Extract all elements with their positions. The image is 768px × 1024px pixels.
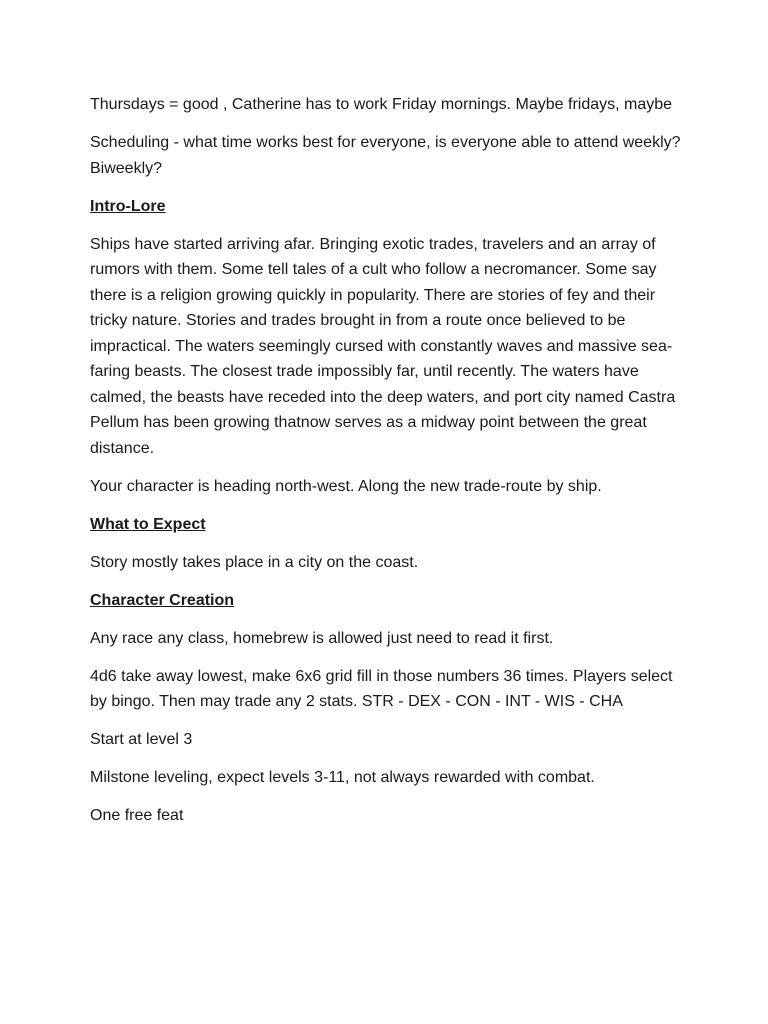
what-to-expect-paragraph: Story mostly takes place in a city on the coast. <box>90 553 419 571</box>
document-body <box>90 92 690 841</box>
section-heading-intro-lore: Intro-Lore <box>90 197 166 215</box>
leveling-rule: Milstone leveling, expect levels 3-11, not always rewarded with combat. <box>90 769 595 786</box>
intro-lore-paragraph: Ships have started arriving afar. Bringing exotic trades, travelers and an array of rumors with them. Some tell tales of a cult who follow a necromancer. Some say there is a religion growing quickly in popularity. There are stories of fey and their tricky nature. Stories and trades brought in from a route once believed to be impractical. The waters seemingly cursed with constantly waves and massive sea-faring beasts. The closest trade impossibly far, until recently. The waters have calmed, the beasts have receded into the deep waters, and port city named Castra Pellum has been growing thatnow serves as a midway point between the great distance. <box>90 235 676 457</box>
scheduling-question: Scheduling - what time works best for everyone, is everyone able to attend weekly? Biweekly? <box>90 134 681 177</box>
section-heading-what-to-expect: What to Expect <box>90 515 206 533</box>
stat-rolling-rule: 4d6 take away lowest, make 6x6 grid fill in those numbers 36 times. Players select by bingo. Then may trade any 2 stats. STR - DEX - CON - INT - WIS - CHA <box>90 667 673 710</box>
scheduling-note: Thursdays = good , Catherine has to work Friday mornings. Maybe fridays, maybe <box>90 96 673 113</box>
section-heading-character-creation: Character Creation <box>90 591 235 609</box>
race-class-rule: Any race any class, homebrew is allowed just need to read it first. <box>90 629 554 647</box>
free-feat-rule: One free feat <box>90 807 184 824</box>
starting-level-rule: Start at level 3 <box>90 731 193 748</box>
character-direction-paragraph: Your character is heading north-west. Along the new trade-route by ship. <box>90 477 602 495</box>
